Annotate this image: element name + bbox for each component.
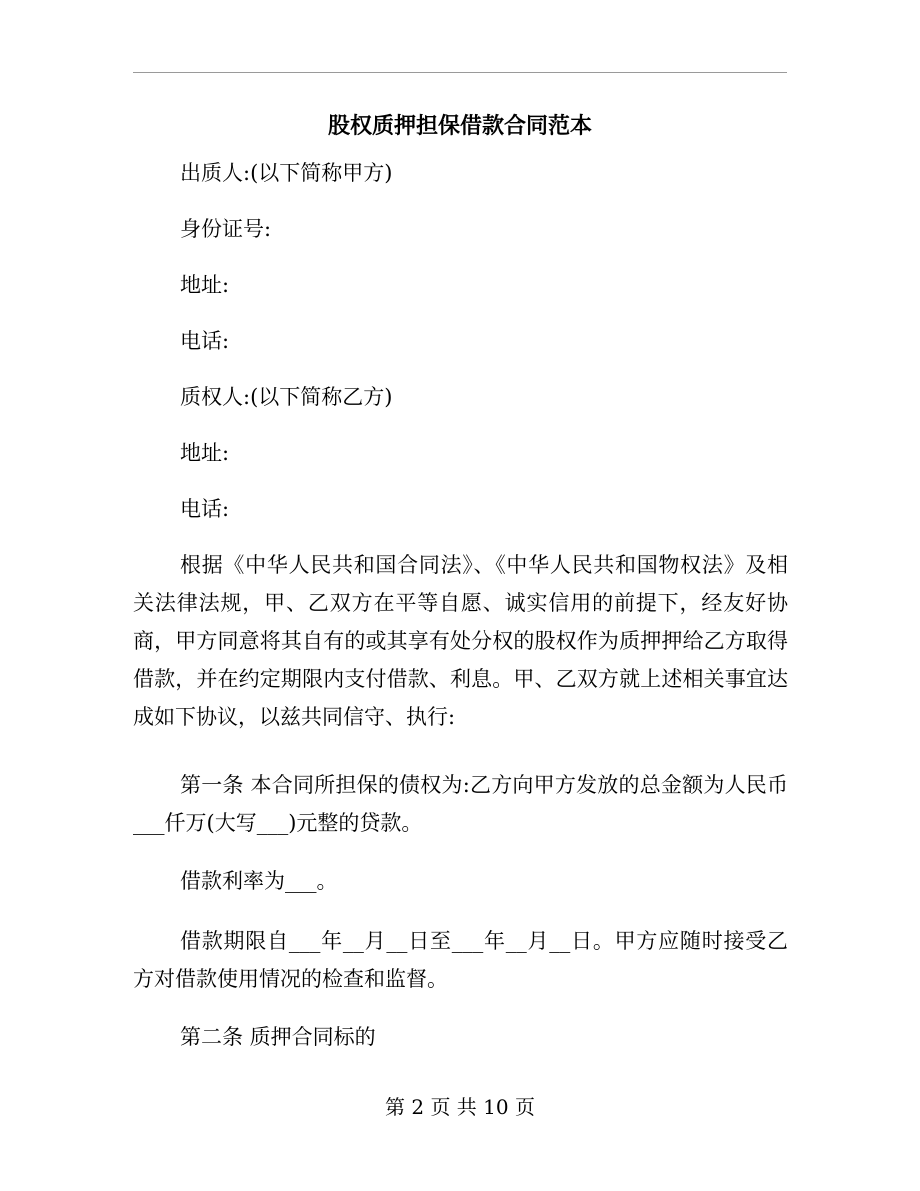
pledgor-phone-line: 电话:	[180, 329, 230, 353]
pledgee-address-line: 地址:	[180, 441, 230, 465]
interest-rate-line: 借款利率为___。	[180, 869, 338, 893]
id-number-line: 身份证号:	[180, 217, 272, 241]
page-number-footer: 第 2 页 共 10 页	[385, 1095, 535, 1119]
preamble-paragraph: 根据《中华人民共和国合同法》、《中华人民共和国物权法》及相关法律法规，甲、乙双方在平等自愿、诚实信用的前提下，经友好协商，甲方同意将其自有的或其享有处分权的股权作为质押押给乙方取得借款，并在约定期限内支付借款、利息。甲、乙双方就上述相关事宜达成如下协议，以兹共同信守、执行:	[133, 553, 788, 729]
pledgee-phone-line: 电话:	[180, 497, 230, 521]
article-1-paragraph: 第一条 本合同所担保的债权为:乙方向甲方发放的总金额为人民币___仟万(大写___)元整的贷款。	[133, 773, 788, 835]
pledgor-line: 出质人:(以下简称甲方)	[180, 161, 393, 185]
document-title: 股权质押担保借款合同范本	[327, 113, 592, 139]
loan-term-paragraph: 借款期限自___年__月__日至___年__月__日。甲方应随时接受乙方对借款使用情况的检查和监督。	[133, 929, 788, 991]
header-rule	[133, 72, 787, 73]
article-2-heading: 第二条 质押合同标的	[180, 1025, 376, 1049]
pledgor-address-line: 地址:	[180, 273, 230, 297]
pledgee-line: 质权人:(以下简称乙方)	[180, 385, 393, 409]
